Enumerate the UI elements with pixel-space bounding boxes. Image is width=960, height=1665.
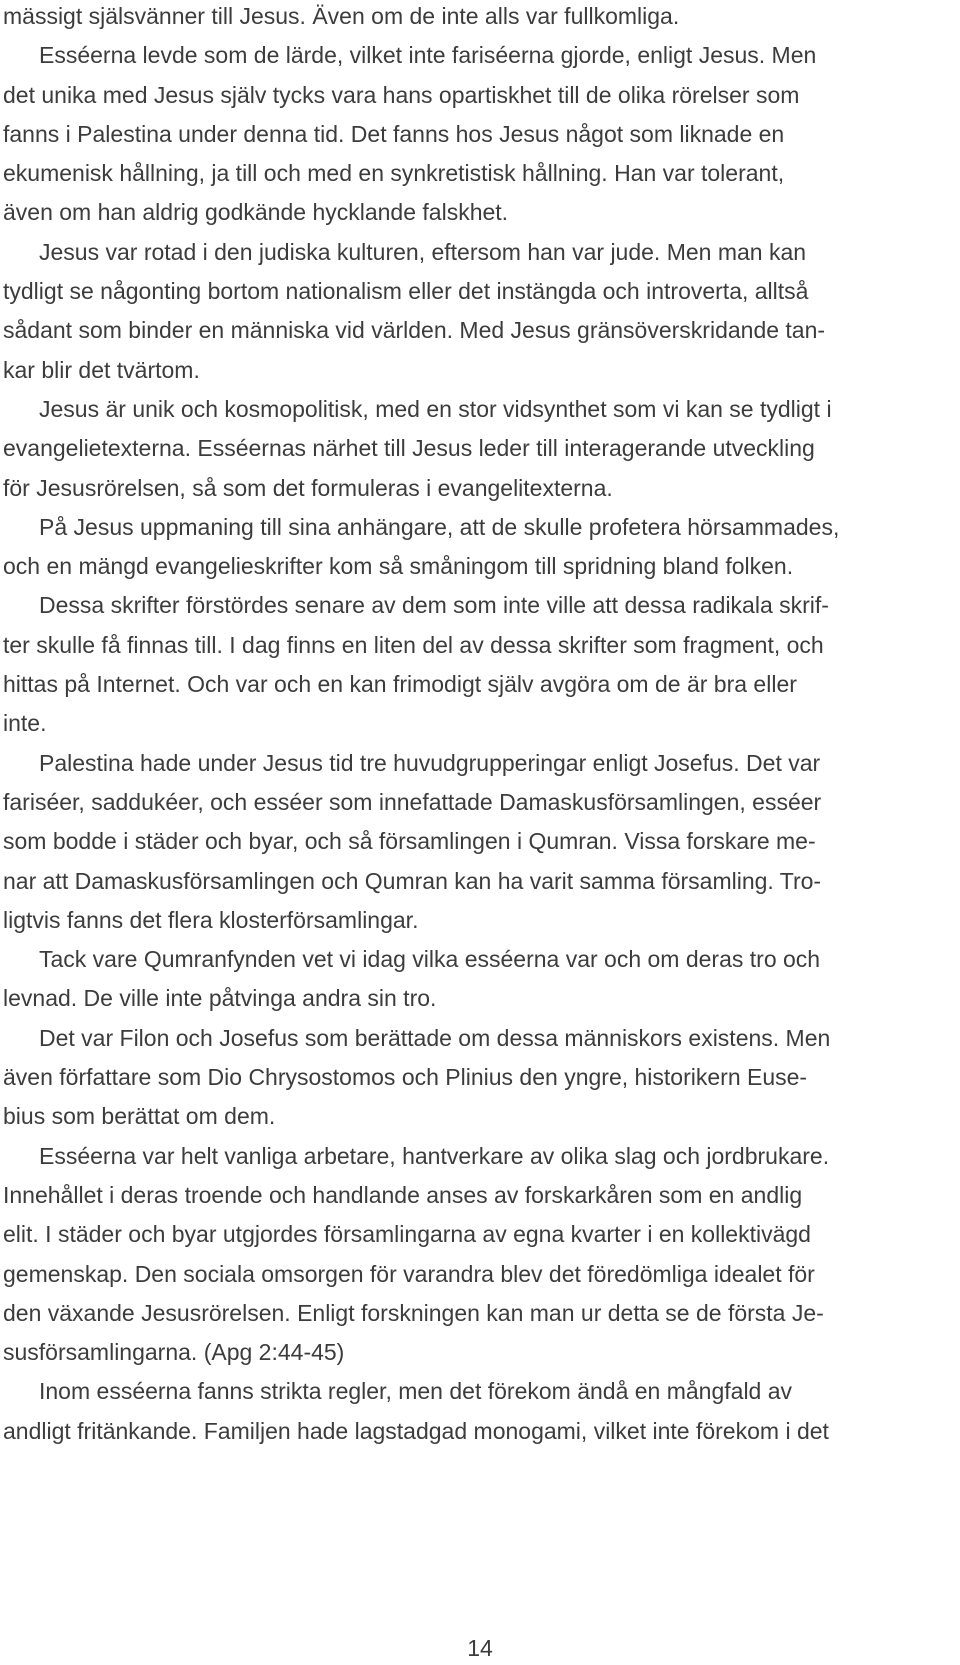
text-line: På Jesus uppmaning till sina anhängare, att de skulle profetera hörsammades,: [39, 513, 840, 540]
text-line: Jesus är unik och kosmopolitisk, med en stor vidsynthet som vi kan se tydligt i: [39, 395, 832, 422]
text-line: ligtvis fanns det flera klosterförsamlingar.: [3, 906, 419, 933]
text-line: ekumenisk hållning, ja till och med en synkretistisk hållning. Han var tolerant,: [3, 160, 785, 187]
body-text: [3, 0, 949, 1451]
text-line: som bodde i städer och byar, och så församlingen i Qumran. Vissa forskare me-: [3, 828, 816, 855]
text-line: kar blir det tvärtom.: [3, 356, 200, 383]
text-line: det unika med Jesus själv tycks vara hans opartiskhet till de olika rörelser som: [3, 81, 800, 108]
text-line: Jesus var rotad i den judiska kulturen, eftersom han var jude. Men man kan: [39, 238, 807, 265]
text-line: Det var Filon och Josefus som berättade om dessa människors existens. Men: [39, 1024, 831, 1051]
text-line: Palestina hade under Jesus tid tre huvudgrupperingar enligt Josefus. Det var: [39, 749, 821, 776]
text-line: levnad. De ville inte påtvinga andra sin tro.: [3, 985, 437, 1012]
text-line: fariséer, saddukéer, och esséer som innefattade Damaskusförsamlingen, esséer: [3, 788, 822, 815]
text-line: den växande Jesusrörelsen. Enligt forskningen kan man ur detta se de första Je-: [3, 1299, 824, 1326]
text-line: och en mängd evangelieskrifter kom så småningom till spridning bland folken.: [3, 553, 794, 580]
page-number: 14: [467, 1635, 493, 1661]
text-line: fanns i Palestina under denna tid. Det fanns hos Jesus något som liknade en: [3, 120, 785, 147]
text-line: ter skulle få finnas till. I dag finns en liten del av dessa skrifter som fragment, och: [3, 631, 824, 658]
text-line: även författare som Dio Chrysostomos och Plinius den yngre, historikern Euse-: [3, 1064, 808, 1091]
text-line: för Jesusrörelsen, så som det formuleras i evangelitexterna.: [3, 474, 613, 501]
text-line: Esséerna var helt vanliga arbetare, hantverkare av olika slag och jordbrukare.: [39, 1142, 830, 1169]
text-line: evangelietexterna. Esséernas närhet till Jesus leder till interagerande utveckling: [3, 435, 815, 462]
text-line: hittas på Internet. Och var och en kan frimodigt själv avgöra om de är bra eller: [3, 671, 797, 698]
text-line: Dessa skrifter förstördes senare av dem som inte ville att dessa radikala skrif-: [39, 592, 829, 619]
text-line: även om han aldrig godkände hycklande falskhet.: [3, 199, 509, 226]
text-line: susförsamlingarna. (Apg 2:44-45): [3, 1339, 345, 1366]
text-line: Tack vare Qumranfynden vet vi idag vilka esséerna var och om deras tro och: [39, 946, 821, 973]
text-line: andligt fritänkande. Familjen hade lagstadgad monogami, vilket inte förekom i det: [3, 1417, 829, 1444]
text-line: Innehållet i deras troende och handlande anses av forskarkåren som en andlig: [3, 1181, 803, 1208]
text-line: sådant som binder en människa vid världen. Med Jesus gränsöverskridande tan-: [3, 317, 826, 344]
text-line: inte.: [3, 710, 47, 737]
text-line: tydligt se någonting bortom nationalism eller det instängda och introverta, alltså: [3, 278, 809, 305]
text-line: Esséerna levde som de lärde, vilket inte fariséerna gjorde, enligt Jesus. Men: [39, 42, 817, 69]
text-line: Inom esséerna fanns strikta regler, men det förekom ändå en mångfald av: [39, 1378, 793, 1405]
text-line: gemenskap. Den sociala omsorgen för varandra blev det föredömliga idealet för: [3, 1260, 815, 1287]
text-line: elit. I städer och byar utgjordes församlingarna av egna kvarter i en kollektivägd: [3, 1221, 811, 1248]
text-line: bius som berättat om dem.: [3, 1103, 276, 1130]
text-line: nar att Damaskusförsamlingen och Qumran kan ha varit samma församling. Tro-: [3, 867, 822, 894]
text-line: mässigt själsvänner till Jesus. Även om de inte alls var fullkomliga.: [3, 3, 680, 29]
